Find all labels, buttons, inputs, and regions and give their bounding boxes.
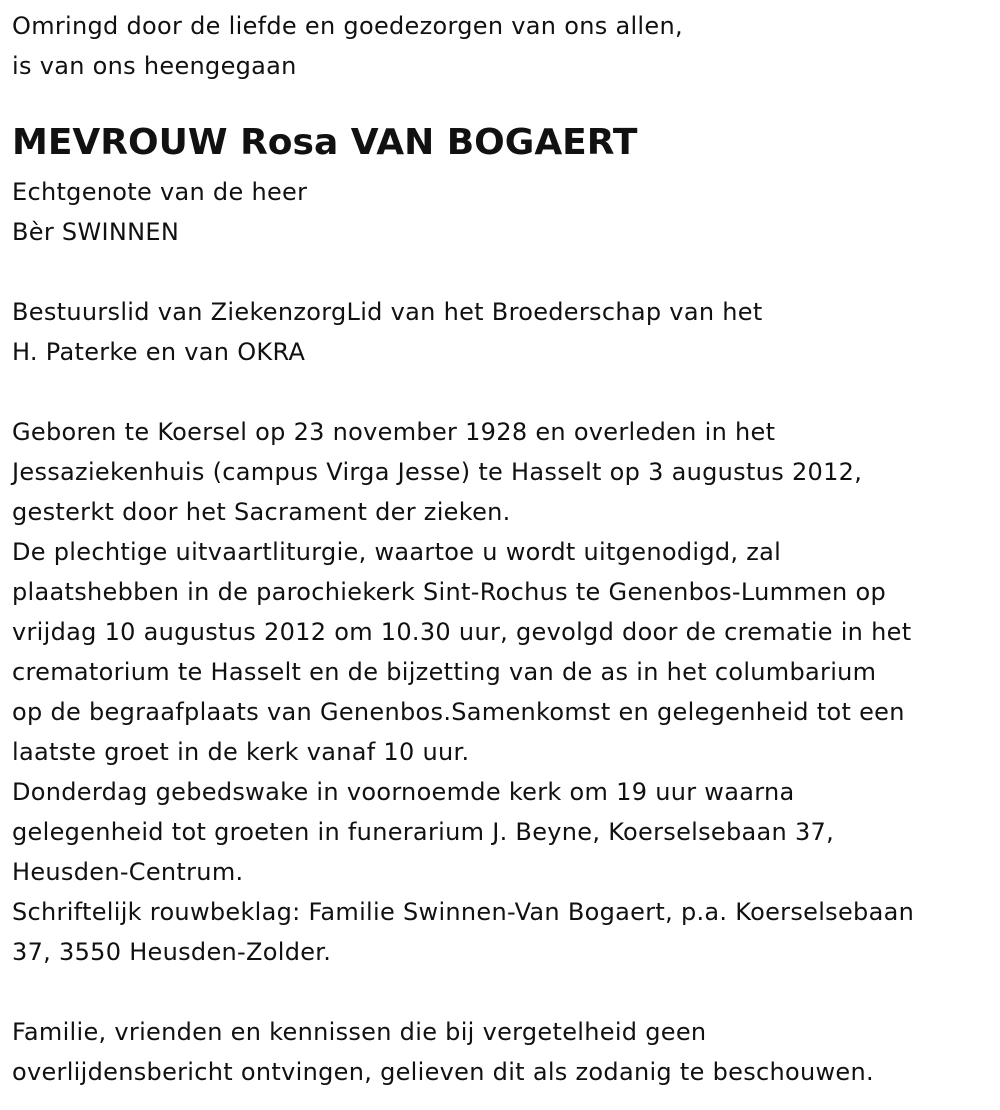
details-block — [12, 412, 988, 972]
details-line: De plechtige uitvaartliturgie, waartoe u wordt uitgenodigd, zal — [12, 538, 782, 566]
details-line: gesterkt door het Sacrament der zieken. — [12, 498, 511, 526]
spacer — [12, 972, 988, 1012]
membership-line: H. Paterke en van OKRA — [12, 338, 306, 366]
details-line: vrijdag 10 augustus 2012 om 10.30 uur, gevolgd door de crematie in het — [12, 618, 912, 646]
details-line: crematorium te Hasselt en de bijzetting van de as in het columbarium — [12, 658, 877, 686]
details-line: Schriftelijk rouwbeklag: Familie Swinnen-Van Bogaert, p.a. Koerselsebaan — [12, 898, 915, 926]
spouse-line: Echtgenote van de heer — [12, 178, 308, 206]
details-line: Donderdag gebedswake in voornoemde kerk om 19 uur waarna — [12, 778, 795, 806]
intro-line: Omringd door de liefde en goedezorgen van ons allen, — [12, 12, 683, 40]
intro-block — [12, 6, 988, 86]
deceased-name: MEVROUW Rosa VAN BOGAERT — [12, 122, 638, 163]
closing-block — [12, 1012, 988, 1092]
memberships-block — [12, 292, 988, 372]
details-line: op de begraafplaats van Genenbos.Samenkomst en gelegenheid tot een — [12, 698, 905, 726]
closing-line: overlijdensbericht ontvingen, gelieven dit als zodanig te beschouwen. — [12, 1058, 874, 1086]
membership-line: Bestuurslid van ZiekenzorgLid van het Broederschap van het — [12, 298, 763, 326]
closing-line: Familie, vrienden en kennissen die bij vergetelheid geen — [12, 1018, 707, 1046]
details-line: Geboren te Koersel op 23 november 1928 en overleden in het — [12, 418, 776, 446]
details-line: Heusden-Centrum. — [12, 858, 244, 886]
details-line: 37, 3550 Heusden-Zolder. — [12, 938, 332, 966]
spouse-block — [12, 172, 988, 252]
details-line: Jessaziekenhuis (campus Virga Jesse) te Hasselt op 3 augustus 2012, — [12, 458, 863, 486]
details-line: gelegenheid tot groeten in funerarium J. Beyne, Koerselsebaan 37, — [12, 818, 835, 846]
spacer — [12, 252, 988, 292]
intro-line: is van ons heengegaan — [12, 52, 297, 80]
spacer — [12, 372, 988, 412]
spouse-line: Bèr SWINNEN — [12, 218, 180, 246]
details-line: plaatshebben in de parochiekerk Sint-Rochus te Genenbos-Lummen op — [12, 578, 887, 606]
details-line: laatste groet in de kerk vanaf 10 uur. — [12, 738, 470, 766]
